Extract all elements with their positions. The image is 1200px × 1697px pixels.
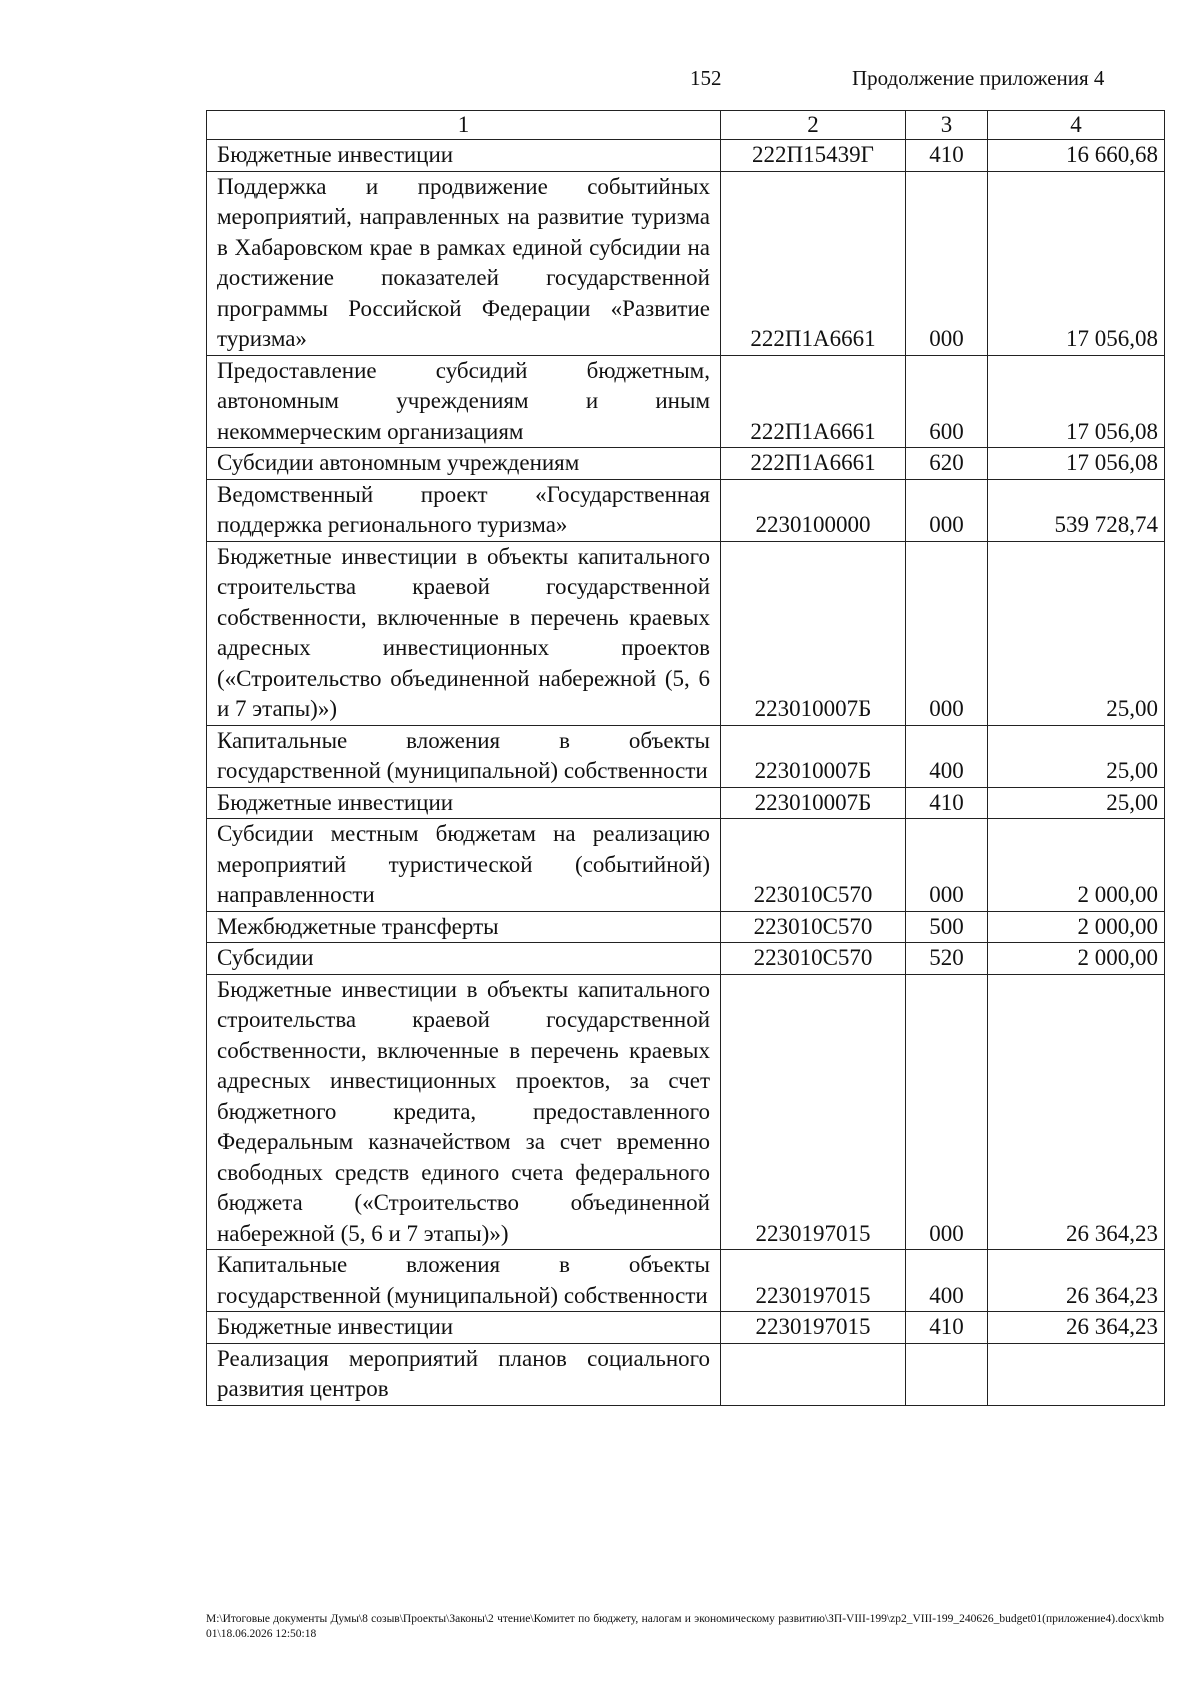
expense-type-cell [906,1343,988,1405]
table-row [207,355,1165,448]
expense-name-cell: Субсидии автономным учреждениям [207,448,721,480]
amount-cell: 26 364,23 [988,1312,1165,1344]
table-row [207,1343,1165,1405]
target-article-code-cell: 2230197015 [721,1312,906,1344]
expense-name-cell: Капитальные вложения в объекты государственной (муниципальной) собственности [207,1250,721,1312]
table-row [207,171,1165,355]
expense-name-cell: Поддержка и продвижение событийных мероприятий, направленных на развитие туризма в Хабаровском крае в рамках единой субсидии на достижение показателей государственной программы Российской Федерации «Развитие туризма» [207,171,721,355]
target-article-code-cell [721,1343,906,1405]
expense-name-cell: Реализация мероприятий планов социального развития центров [207,1343,721,1405]
column-header-1: 1 [207,111,721,140]
amount-cell: 26 364,23 [988,974,1165,1250]
expense-name-cell: Ведомственный проект «Государственная поддержка регионального туризма» [207,479,721,541]
table-row [207,448,1165,480]
expense-type-cell: 000 [906,479,988,541]
amount-cell: 539 728,74 [988,479,1165,541]
target-article-code-cell: 222П1А6661 [721,448,906,480]
target-article-code-cell: 223010007Б [721,725,906,787]
amount-cell: 2 000,00 [988,943,1165,975]
target-article-code-cell: 2230197015 [721,974,906,1250]
expense-type-cell: 520 [906,943,988,975]
expense-type-cell: 410 [906,140,988,172]
expense-name-cell: Субсидии местным бюджетам на реализацию мероприятий туристической (событийной) направленности [207,819,721,912]
target-article-code-cell: 2230100000 [721,479,906,541]
column-header-2: 2 [721,111,906,140]
amount-cell: 25,00 [988,541,1165,725]
expense-name-cell: Бюджетные инвестиции [207,1312,721,1344]
expense-type-cell: 000 [906,171,988,355]
appendix-continuation-label: Продолжение приложения 4 [852,66,1105,90]
amount-cell: 17 056,08 [988,171,1165,355]
table-row [207,479,1165,541]
target-article-code-cell: 2230197015 [721,1250,906,1312]
amount-cell [988,1343,1165,1405]
expense-name-cell: Бюджетные инвестиции в объекты капитального строительства краевой государственной собственности, включенные в перечень краевых адресных инвестиционных проектов, за счет бюджетного кредита, предоставленного Федеральным казначейством за счет временно свободных средств единого счета федерального бюджета («Строительство объединенной набережной (5, 6 и 7 этапы)») [207,974,721,1250]
page-number: 152 [690,66,722,90]
table-row [207,725,1165,787]
table-row [207,911,1165,943]
expense-type-cell: 400 [906,1250,988,1312]
expense-name-cell: Бюджетные инвестиции [207,140,721,172]
expense-name-cell: Бюджетные инвестиции [207,787,721,819]
table-row [207,1312,1165,1344]
table-header-row [207,111,1165,140]
table-row [207,787,1165,819]
amount-cell: 25,00 [988,725,1165,787]
expense-type-cell: 410 [906,787,988,819]
expense-type-cell: 000 [906,541,988,725]
budget-table [206,110,1165,1406]
target-article-code-cell: 223010С570 [721,819,906,912]
target-article-code-cell: 223010007Б [721,787,906,819]
target-article-code-cell: 222П15439Г [721,140,906,172]
expense-type-cell: 000 [906,974,988,1250]
expense-type-cell: 600 [906,355,988,448]
expense-type-cell: 000 [906,819,988,912]
column-header-4: 4 [988,111,1165,140]
table-row [207,1250,1165,1312]
table-row [207,943,1165,975]
expense-type-cell: 400 [906,725,988,787]
expense-type-cell: 410 [906,1312,988,1344]
table-row [207,541,1165,725]
target-article-code-cell: 223010С570 [721,943,906,975]
expense-name-cell: Субсидии [207,943,721,975]
document-file-path: M:\Итоговые документы Думы\8 созыв\Проекты\Законы\2 чтение\Комитет по бюджету, налогам и экономическому развитию\ЗП-VIII-199\zp2_VIII-199_240626_budget01(приложение4).docx\kmb01\18.06.2026 12:50:18 [206,1613,1164,1640]
expense-name-cell: Межбюджетные трансферты [207,911,721,943]
expense-name-cell: Капитальные вложения в объекты государственной (муниципальной) собственности [207,725,721,787]
target-article-code-cell: 222П1А6661 [721,355,906,448]
amount-cell: 16 660,68 [988,140,1165,172]
expense-name-cell: Предоставление субсидий бюджетным, автономным учреждениям и иным некоммерческим организациям [207,355,721,448]
amount-cell: 2 000,00 [988,819,1165,912]
expense-type-cell: 620 [906,448,988,480]
target-article-code-cell: 223010007Б [721,541,906,725]
expense-name-cell: Бюджетные инвестиции в объекты капитального строительства краевой государственной собственности, включенные в перечень краевых адресных инвестиционных проектов («Строительство объединенной набережной (5, 6 и 7 этапы)») [207,541,721,725]
expense-type-cell: 500 [906,911,988,943]
amount-cell: 26 364,23 [988,1250,1165,1312]
amount-cell: 17 056,08 [988,355,1165,448]
target-article-code-cell: 223010С570 [721,911,906,943]
amount-cell: 25,00 [988,787,1165,819]
table-row [207,819,1165,912]
table-row [207,974,1165,1250]
column-header-3: 3 [906,111,988,140]
amount-cell: 2 000,00 [988,911,1165,943]
table-row [207,140,1165,172]
target-article-code-cell: 222П1А6661 [721,171,906,355]
amount-cell: 17 056,08 [988,448,1165,480]
